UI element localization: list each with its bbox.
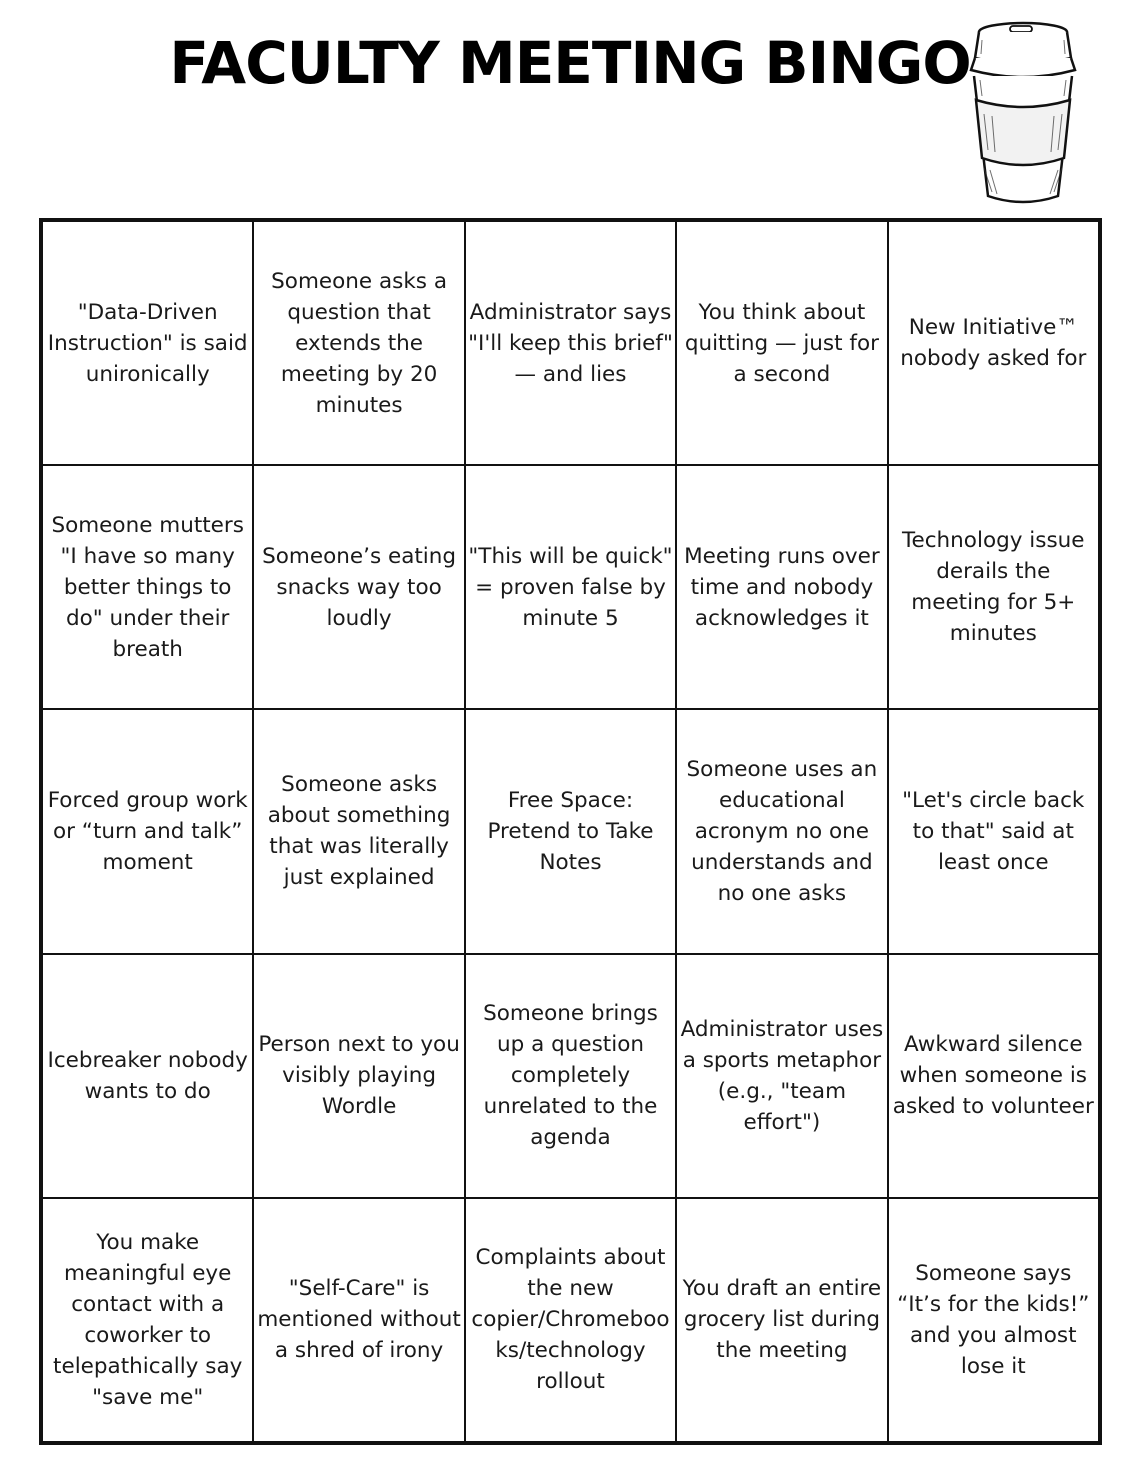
bingo-cell-text: New Initiative™ nobody asked for <box>900 315 1087 372</box>
bingo-cell-text: Icebreaker nobody wants to do <box>47 1047 248 1104</box>
bingo-cell-text: "Self-Care" is mentioned without a shred of irony <box>257 1276 461 1364</box>
bingo-cell-text: "This will be quick" = proven false by minute 5 <box>468 543 673 631</box>
bingo-cell-text: Meeting runs over time and nobody acknowledges it <box>684 543 880 631</box>
bingo-cell[interactable] <box>253 1198 464 1442</box>
page-title: FACULTY MEETING BINGO <box>169 29 971 97</box>
bingo-cell[interactable] <box>676 1198 887 1442</box>
bingo-cell[interactable] <box>465 221 676 465</box>
bingo-cell-text: "Data-Driven Instruction" is said unironically <box>47 299 248 387</box>
bingo-cell[interactable] <box>676 709 887 953</box>
bingo-cell-text: Someone asks about something that was literally just explained <box>267 772 451 891</box>
bingo-cell[interactable] <box>253 465 464 709</box>
bingo-cell[interactable] <box>42 1198 253 1442</box>
bingo-cell[interactable] <box>888 954 1099 1198</box>
bingo-cell[interactable] <box>42 709 253 953</box>
bingo-free-space[interactable] <box>465 709 676 953</box>
bingo-cell-text: Administrator uses a sports metaphor (e.g., "team effort") <box>680 1016 884 1135</box>
bingo-cell-text: "Let's circle back to that" said at least once <box>902 787 1085 875</box>
bingo-cell[interactable] <box>253 709 464 953</box>
bingo-cell-text: Forced group work or “turn and talk” moment <box>47 787 248 875</box>
bingo-cell[interactable] <box>42 465 253 709</box>
bingo-cell[interactable] <box>676 465 887 709</box>
bingo-cell-text: Administrator says "I'll keep this brief" — and lies <box>468 299 673 387</box>
bingo-cell[interactable] <box>253 221 464 465</box>
bingo-cell[interactable] <box>888 1198 1099 1442</box>
bingo-cell-text: Someone’s eating snacks way too loudly <box>262 543 457 631</box>
bingo-cell-text: Someone asks a question that extends the meeting by 20 minutes <box>271 268 448 418</box>
bingo-cell[interactable] <box>465 1198 676 1442</box>
bingo-cell-text: Complaints about the new copier/Chromebooks/technology rollout <box>471 1245 670 1395</box>
coffee-cup-icon <box>962 18 1084 210</box>
bingo-cell-text: You think about quitting — just for a second <box>684 299 879 387</box>
bingo-cell[interactable] <box>888 709 1099 953</box>
bingo-cell-text: You draft an entire grocery list during the meeting <box>682 1276 882 1364</box>
bingo-cell-text: Technology issue derails the meeting for 5+ minutes <box>902 528 1085 647</box>
bingo-cell[interactable] <box>465 465 676 709</box>
bingo-cell[interactable] <box>465 954 676 1198</box>
bingo-cell-text: Someone says “It’s for the kids!” and you almost lose it <box>897 1260 1090 1379</box>
bingo-cell-text: Someone uses an educational acronym no one understands and no one asks <box>686 756 878 906</box>
bingo-cell[interactable] <box>676 221 887 465</box>
bingo-cell-text: You make meaningful eye contact with a coworker to telepathically say "save me" <box>53 1229 243 1410</box>
bingo-cell[interactable] <box>42 954 253 1198</box>
bingo-cell-text: Someone brings up a question completely unrelated to the agenda <box>483 1001 658 1151</box>
bingo-cell[interactable] <box>888 465 1099 709</box>
bingo-cell[interactable] <box>676 954 887 1198</box>
bingo-cell[interactable] <box>253 954 464 1198</box>
bingo-grid <box>39 218 1102 1445</box>
bingo-cell-text: Person next to you visibly playing Wordle <box>258 1032 460 1120</box>
bingo-cell-text: Free Space: Pretend to Take Notes <box>487 787 654 875</box>
bingo-cell-text: Someone mutters "I have so many better things to do" under their breath <box>51 512 244 662</box>
bingo-cell[interactable] <box>42 221 253 465</box>
bingo-cell-text: Awkward silence when someone is asked to volunteer <box>892 1032 1094 1120</box>
bingo-cell[interactable] <box>888 221 1099 465</box>
